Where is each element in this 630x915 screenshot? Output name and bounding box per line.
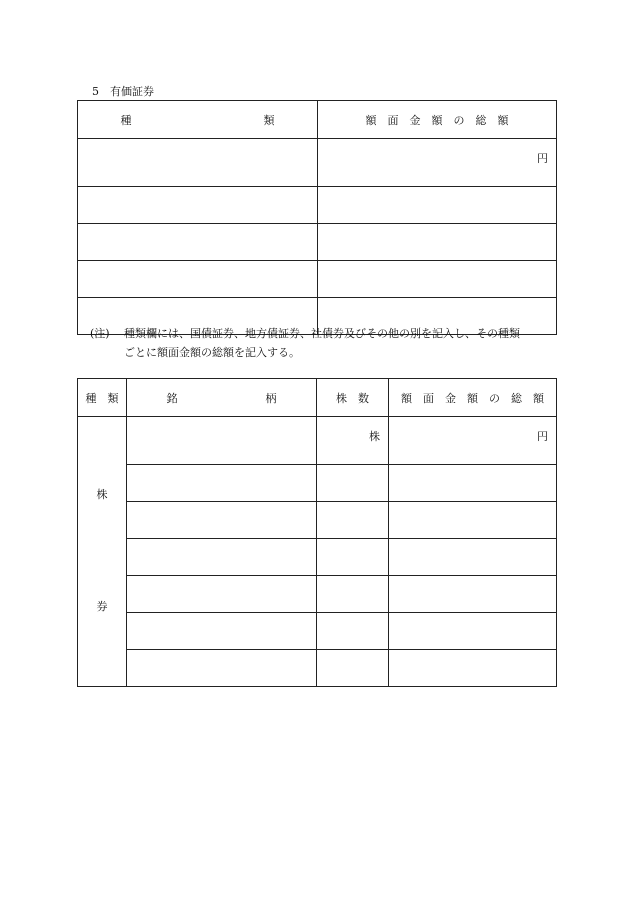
table-row xyxy=(78,650,557,687)
amount-cell[interactable] xyxy=(389,613,557,650)
header-face-value-total: 額 面 金 額 の 総 額 xyxy=(389,379,557,417)
shares-cell[interactable] xyxy=(317,539,389,576)
note xyxy=(90,324,560,362)
table-row xyxy=(78,261,557,298)
note-label: (注) xyxy=(90,327,110,340)
kind-cell[interactable] xyxy=(78,139,318,187)
table-row xyxy=(78,539,557,576)
amount-cell[interactable] xyxy=(389,502,557,539)
issue-cell[interactable] xyxy=(127,465,317,502)
issue-cell[interactable] xyxy=(127,650,317,687)
issue-cell[interactable] xyxy=(127,417,317,465)
kind-cell[interactable] xyxy=(78,224,318,261)
kind-cell[interactable] xyxy=(78,261,318,298)
table-row xyxy=(78,576,557,613)
stock-securities-table xyxy=(77,378,557,687)
amount-cell[interactable] xyxy=(318,139,557,187)
kind-char-top: 株 xyxy=(96,488,108,501)
header-kind: 種 類 xyxy=(78,101,318,139)
note-line-2: ごとに額面金額の総額を記入する。 xyxy=(124,346,300,359)
table-row xyxy=(78,502,557,539)
yen-unit: 円 xyxy=(537,430,548,443)
header-kind: 種 類 xyxy=(78,379,127,417)
shares-cell[interactable] xyxy=(317,465,389,502)
amount-cell[interactable] xyxy=(389,539,557,576)
kind-char-bottom: 券 xyxy=(96,600,108,613)
amount-cell[interactable] xyxy=(318,261,557,298)
issue-cell[interactable] xyxy=(127,576,317,613)
section-heading: 5 有価証券 xyxy=(92,85,154,98)
amount-cell[interactable] xyxy=(389,417,557,465)
issue-cell[interactable] xyxy=(127,613,317,650)
securities-summary-table xyxy=(77,100,557,335)
amount-cell[interactable] xyxy=(389,465,557,502)
shares-cell[interactable] xyxy=(317,502,389,539)
table-row xyxy=(78,224,557,261)
header-face-value-total: 額 面 金 額 の 総 額 xyxy=(318,101,557,139)
kind-stock-cell xyxy=(78,417,127,687)
table-header-row xyxy=(78,101,557,139)
yen-unit: 円 xyxy=(537,152,548,165)
table-row xyxy=(78,417,557,465)
issue-cell[interactable] xyxy=(127,539,317,576)
table-row xyxy=(78,613,557,650)
shares-cell[interactable] xyxy=(317,417,389,465)
amount-cell[interactable] xyxy=(389,576,557,613)
note-line-1 xyxy=(90,324,560,343)
issue-cell[interactable] xyxy=(127,502,317,539)
table-row xyxy=(78,139,557,187)
shares-cell[interactable] xyxy=(317,576,389,613)
shares-unit: 株 xyxy=(369,430,380,443)
kind-cell[interactable] xyxy=(78,187,318,224)
table-header-row xyxy=(78,379,557,417)
header-share-count: 株 数 xyxy=(317,379,389,417)
table-row xyxy=(78,465,557,502)
shares-cell[interactable] xyxy=(317,650,389,687)
amount-cell[interactable] xyxy=(318,224,557,261)
table-row xyxy=(78,187,557,224)
amount-cell[interactable] xyxy=(318,187,557,224)
amount-cell[interactable] xyxy=(389,650,557,687)
shares-cell[interactable] xyxy=(317,613,389,650)
header-issue-name: 銘 柄 xyxy=(127,379,317,417)
note-text-1: 種類欄には、国債証券、地方債証券、社債券及びその他の別を記入し、その種類 xyxy=(124,327,520,340)
